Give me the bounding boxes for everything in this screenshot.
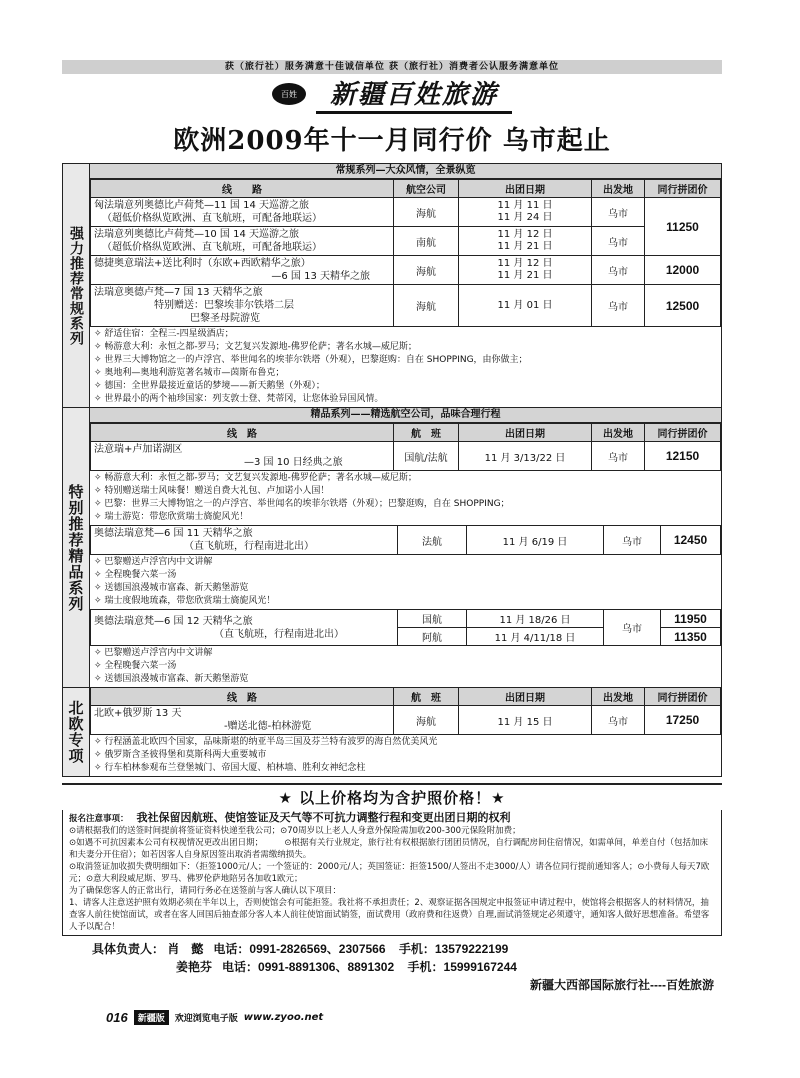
route-name: 匈法瑞意列奥德比卢荷梵—11 国 14 天巡游之旅 [94,200,309,211]
terms-line: ⊙请根据我们的送签时间提前将签证资料快递至我公司；⊙70周岁以上老人人身意外保险需加收200-300元保险附加费； [69,826,521,836]
table-row [91,227,721,256]
route-table [90,610,721,646]
footer-text: 欢迎浏览电子版 [174,1014,238,1024]
route-cell [91,442,394,471]
route-name: 法意瑞+卢加诺湖区 [94,444,183,455]
table-header-row [91,424,721,442]
notes-list [90,646,721,687]
col-price: 同行拼团价 [645,688,721,706]
route-desc: （直飞航班，行程南进北出） [184,541,314,552]
route-desc: （直飞航班，行程南进北出） [214,628,344,640]
date-value: 11 月 24 日 [497,212,553,223]
terms-line: 为了确保您客人的正常出行，请同行务必在送签前与客人确认以下项目： [69,886,342,896]
list-item: ✧ 俄罗斯含圣彼得堡和莫斯科两大重要城市 [94,749,717,762]
contact-name: 姜艳芬 [176,960,213,974]
route-table [90,179,721,327]
origin-cell: 乌市 [604,526,661,555]
table-row [91,706,721,735]
col-route: 线 路 [91,688,394,706]
origin-cell: 乌市 [592,256,645,285]
logo-text: 新疆百姓旅游 [316,74,512,114]
notes-list [90,555,721,610]
col-airline: 航空公司 [394,180,459,198]
notes-list [90,471,721,526]
route-desc: （超低价格纵览欧洲、直飞航班，可配备地联运） [102,242,322,253]
table-row [91,442,721,471]
table-row [91,610,721,628]
date-value: 11 月 21 日 [497,241,553,252]
date-value: 11 月 11 日 [497,200,553,211]
date-cell: 11 月 4/11/18 日 [467,628,604,646]
col-airline: 航 班 [394,688,459,706]
contact-row [92,958,714,976]
contacts [62,936,722,994]
list-item: ✧ 瑞士游览：带您欣赏瑞士旖旎风光！ [94,511,717,524]
date-cell: 11 月 6/19 日 [467,526,604,555]
terms-label: 报名注意事项： [69,814,129,824]
origin-cell: 乌市 [592,285,645,327]
price-cell: 12500 [645,285,721,327]
price-cell: 12000 [645,256,721,285]
page-title: 欧洲2009年十一月同行价 乌市起止 [173,126,611,156]
table-row [91,256,721,285]
col-date: 出团日期 [459,180,592,198]
airline-cell: 海航 [394,285,459,327]
airline-cell: 法航 [398,526,467,555]
price-banner: ★ 以上价格均为含护照价格！★ [62,783,722,810]
col-price: 同行拼团价 [645,424,721,442]
contact-mobile: 手机：13579222199 [398,942,509,956]
list-item: ✧ 特别赠送瑞士风味餐！赠送自费大礼包、卢加诺小人国！ [94,485,717,498]
list-item: ✧ 行程涵盖北欧四个国家，品味斯堪的纳亚半岛三国及芬兰特有波罗的海自然优美风光 [94,736,717,749]
logo-badge-icon: 百姓 [272,83,306,105]
notes-list [90,735,721,776]
list-item: ✧ 舒适住宿：全程三-四星级酒店； [94,328,717,341]
notes-list [90,327,721,407]
date-cell: 11 月 18/26 日 [467,610,604,628]
route-desc: -赠送北德-柏林游览 [224,721,312,732]
route-desc: —6 国 13 天精华之旅 [271,271,370,282]
airline-cell: 海航 [394,198,459,227]
section-side-label: 特别推荐精品系列 [63,408,90,687]
route-name: 奥德法瑞意梵—6 国 11 天精华之旅 [94,528,253,539]
price-cell: 11350 [661,628,721,646]
price-cell: 17250 [645,706,721,735]
table-header-row [91,180,721,198]
airline-cell: 海航 [394,706,459,735]
section-nordic [62,688,722,777]
col-origin: 出发地 [592,424,645,442]
col-route: 线 路 [91,424,394,442]
col-origin: 出发地 [592,688,645,706]
route-desc: 巴黎圣母院游览 [190,313,260,324]
route-table [90,688,721,735]
date-value: 11 月 01 日 [497,299,553,311]
route-name: 奥德法瑞意梵—6 国 12 天精华之旅 [94,615,253,627]
price-cell: 12150 [645,442,721,471]
footer-url[interactable]: www.zyoo.net [243,1012,324,1023]
date-value: 11 月 21 日 [497,270,553,281]
awards-bar: 获（旅行社）服务满意十佳诚信单位 获（旅行社）消费者公认服务满意单位 [62,60,722,74]
page-footer [106,1010,323,1025]
section-premium [62,408,722,688]
list-item: ✧ 送德国浪漫城市富森、新天鹅堡游览 [94,673,717,686]
route-name: 法瑞意列奥德比卢荷梵—10 国 14 天巡游之旅 [94,229,299,240]
origin-cell: 乌市 [592,442,645,471]
route-cell [91,256,394,285]
terms-lead-text: 我社保留因航班、使馆签证及天气等不可抗力调整行程和变更出团日期的权利 [136,811,511,824]
page [62,60,722,994]
contact-phone: 电话：0991-2826569、2307566 [213,942,386,956]
list-item: ✧ 畅游意大利：永恒之都-罗马；文艺复兴发源地-佛罗伦萨；著名水城—威尼斯； [94,472,717,485]
terms-box [62,810,722,936]
price-cell: 11950 [661,610,721,628]
contacts-label: 具体负责人： [92,942,165,956]
section-side-label: 北欧专项 [63,688,90,776]
table-row [91,198,721,227]
route-desc: 特别赠送：巴黎埃菲尔铁塔二层 [154,300,294,311]
list-item: ✧ 世界最小的两个袖珍国家：列支敦士登、梵蒂冈，让您体验异国风情。 [94,393,717,406]
col-date: 出团日期 [459,688,592,706]
price-cell: 12450 [661,526,721,555]
list-item: ✧ 送德国浪漫城市富森、新天鹅堡游览 [94,582,717,595]
date-value: 11 月 12 日 [497,229,553,240]
route-table [90,423,721,471]
list-item: ✧ 奥地利—奥地利游览著名城市—茵斯布鲁克； [94,367,717,380]
edition-tag: 新疆版 [134,1010,169,1025]
origin-cell: 乌市 [592,198,645,227]
col-date: 出团日期 [459,424,592,442]
route-table [90,526,721,555]
list-item: ✧ 全程晚餐六菜一汤 [94,569,717,582]
airline-cell: 国航/法航 [394,442,459,471]
airline-cell: 海航 [394,256,459,285]
terms-line: ⊙如遇不可抗因素本公司有权视情况更改出团日期； ⊙根据有关行业规定，旅行社有权根据旅行团团员情况，自行调配房间住宿情况，如需单间，单差自付（包括加床和夫妻分开住宿）；如若因客人自身原因签出取消者需缴纳损失。 [69,838,709,860]
list-item: ✧ 德国：全世界最接近童话的梦境——新天鹅堡（外观）； [94,380,717,393]
price-cell: 11250 [645,198,721,256]
list-item: ✧ 巴黎赠送卢浮宫内中文讲解 [94,647,717,660]
section-heading: 常规系列—大众风情，全景纵览 [90,164,721,179]
date-cell [459,198,592,227]
date-cell [459,285,592,327]
route-cell [91,526,398,555]
table-header-row [91,688,721,706]
list-item: ✧ 行车柏林参观布兰登堡城门、帝国大厦、柏林墙、胜利女神纪念柱 [94,762,717,775]
airline-cell: 南航 [394,227,459,256]
list-item: ✧ 巴黎：世界三大博物馆之一的卢浮宫、举世闻名的埃菲尔铁塔（外观）；巴黎逛购，自在 SHOPPING； [94,498,717,511]
list-item: ✧ 世界三大博物馆之一的卢浮宫、举世闻名的埃菲尔铁塔（外观），巴黎逛购：自在 SHOPPING，由你做主； [94,354,717,367]
section-heading: 精品系列——精选航空公司，品味合理行程 [90,408,721,423]
col-airline: 航 班 [394,424,459,442]
col-route: 线 路 [91,180,394,198]
list-item: ✧ 巴黎赠送卢浮宫内中文讲解 [94,556,717,569]
col-origin: 出发地 [592,180,645,198]
contact-row [92,940,714,958]
route-cell [91,198,394,227]
terms-lead [69,812,715,825]
terms-line: ⊙取消签证加收损失费明细如下：（拒签1000元/人；一个签证的：2000元/人；英国签证：拒签1500/人签出不走3000/人）请各位同行提前通知客人；⊙小费每人每天7欧元；⊙意大利段威尼斯、罗马、佛罗伦萨地陪另各加收1欧元； [69,862,710,884]
logo [62,74,722,114]
route-cell [91,706,394,735]
section-side-label: 强力推荐常规系列 [63,164,90,407]
table-row [91,285,721,327]
origin-cell: 乌市 [592,227,645,256]
route-cell [91,610,398,646]
date-cell [459,256,592,285]
list-item: ✧ 畅游意大利：永恒之都-罗马；文艺复兴发源地-佛罗伦萨；著名水城—威尼斯； [94,341,717,354]
date-cell [459,227,592,256]
route-cell [91,285,394,327]
route-desc: —3 国 10 日经典之旅 [244,457,343,468]
date-cell: 11 月 3/13/22 日 [459,442,592,471]
section-regular [62,163,722,408]
origin-cell: 乌市 [592,706,645,735]
date-cell: 11 月 15 日 [459,706,592,735]
contact-phone: 电话：0991-8891306、8891302 [222,960,395,974]
table-row [91,526,721,555]
origin-cell: 乌市 [604,610,661,646]
airline-cell: 阿航 [398,628,467,646]
list-item: ✧ 全程晚餐六菜一汤 [94,660,717,673]
route-name: 德捷奥意瑞法+送比利时（东欧+西欧精华之旅） [94,258,311,269]
contact-mobile: 手机：15999167244 [407,960,517,974]
route-cell [91,227,394,256]
route-name: 法瑞意奥德卢梵—7 国 13 天精华之旅 [94,287,263,298]
page-number: 016 [106,1010,128,1025]
contact-name: 肖 懿 [167,942,204,956]
route-name: 北欧+俄罗斯 13 天 [94,708,182,719]
organization-name: 新疆大西部国际旅行社----百姓旅游 [530,978,714,992]
airline-cell: 国航 [398,610,467,628]
list-item: ✧ 瑞士度假地琉森，带您欣赏瑞士旖旎风光！ [94,595,717,608]
col-price: 同行拼团价 [645,180,721,198]
date-value: 11 月 12 日 [497,258,553,269]
terms-line: 1、请客人注意送护照有效期必须在半年以上，否则使馆会有可能拒签。我社将不承担责任；2、观察证据各国规定申报签证申请过程中，使馆将会根据客人的材料情况，抽查客人前往使馆面试，或者在客人回国后抽查部分客人本人前往使馆面试销签，面试费用（政府费和往返费）自理,面试消签规定必须遵守，通知客人做好思想准备。希望客人予以配合！ [69,898,710,932]
route-desc: （超低价格纵览欧洲、直飞航班，可配备地联运） [102,213,322,224]
